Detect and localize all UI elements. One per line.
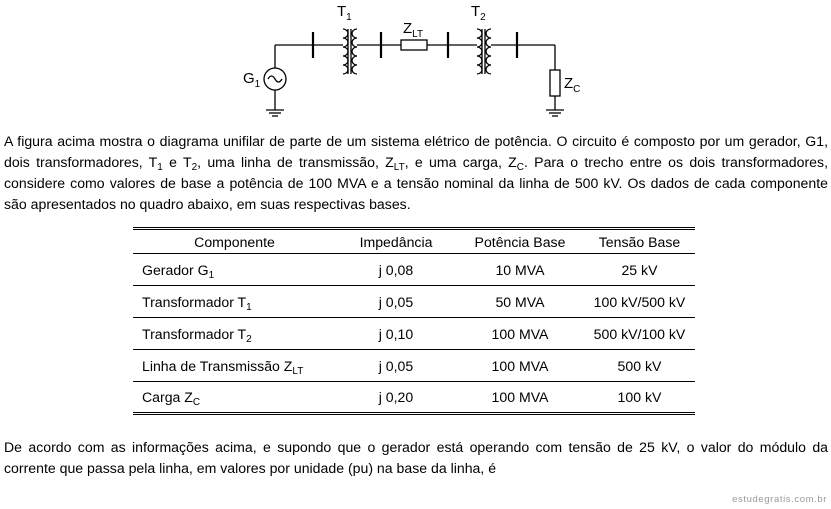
line-impedance-symbol [401,40,427,50]
component-data-table [133,227,695,415]
impedance-cell: j 0,05 [378,357,414,374]
load-label: $Z_C$ [564,75,581,95]
voltage-cell: 500 kV [617,357,662,374]
voltage-cell: 25 kV [621,261,658,278]
power-cell: 100 MVA [491,325,549,342]
transformer-2-symbol [477,29,491,74]
load-symbol [546,45,564,116]
power-cell: 100 MVA [491,389,549,405]
line-impedance-label: $Z_{LT}$ [403,20,424,40]
generator-symbol [264,45,286,116]
component-cell: Transformador $T_2$ [142,325,252,345]
power-cell: 50 MVA [495,293,545,310]
component-cell: Carga $Z_C$ [142,389,201,408]
header-impedance: Impedância [359,233,433,250]
header-voltage-base: Tensão Base [598,233,681,250]
intro-paragraph: A figura acima mostra o diagrama unifilar de parte de um sistema elétrico de potência. O circuito é composto por um gerador, G1, dois transformadores, $T_1$ e $T_2$, uma linha de transmissão, $Z_{LT}$, e uma carga, $Z_C$. Para o trecho entre os dois transformadores, considere como valores de base a potência de 100 MVA e a tensão nominal da linha de 500 kV. Os dados de cada componente são apresentados no quadro abaixo, em suas respectivas bases. [4,133,828,212]
single-line-diagram [0,0,831,125]
impedance-cell: j 0,20 [378,389,414,405]
component-cell: Transformador $T_1$ [142,293,252,313]
table-header-row [133,229,695,254]
impedance-cell: j 0,05 [378,293,414,310]
table-row [133,350,695,382]
voltage-cell: 500 kV/100 kV [593,325,686,342]
table-row [133,318,695,350]
impedance-cell: j 0,10 [378,325,414,342]
power-cell: 10 MVA [495,261,545,278]
component-cell: Linha de Transmissão $Z_{LT}$ [142,357,304,377]
power-cell: 100 MVA [491,357,549,374]
question-paragraph: De acordo com as informações acima, e supondo que o gerador está operando com tensão de 25 kV, o valor do módulo da corrente que passa pela linha, em valores por unidade (pu) na base da linha, é [4,439,828,476]
transformer-1-label: $T_1$ [337,3,352,23]
voltage-cell: 100 kV [617,389,662,405]
table-row [133,254,695,286]
impedance-cell: j 0,08 [378,261,414,278]
watermark: estudegratis.com.br [732,494,827,505]
table-row [133,286,695,318]
generator-label: $G_1$ [243,70,261,90]
transformer-1-symbol [343,29,357,74]
transformer-2-label: $T_2$ [471,3,486,23]
voltage-cell: 100 kV/500 kV [593,293,686,310]
header-component: Componente [194,233,275,250]
header-power-base: Potência Base [474,233,566,250]
table-row [133,382,695,414]
component-cell: Gerador $G_1$ [142,261,215,281]
